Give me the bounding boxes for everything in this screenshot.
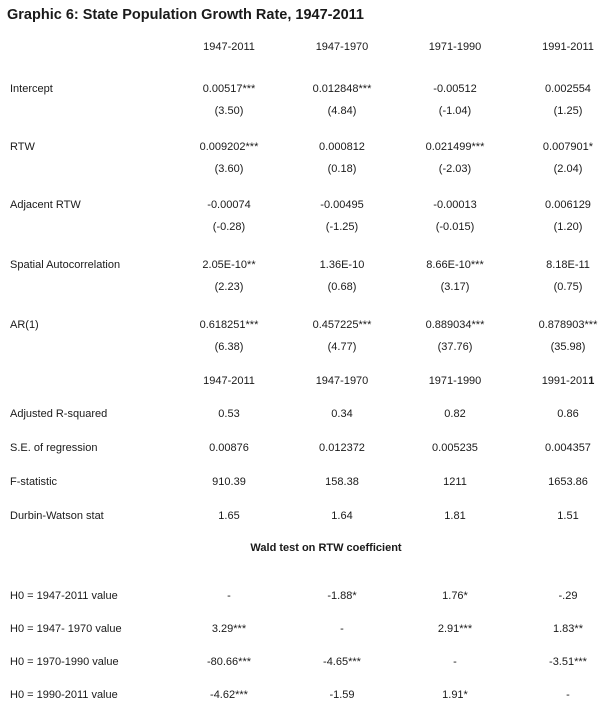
stat-cell: 0.82 <box>444 408 466 420</box>
wald-row <box>0 645 600 678</box>
coefficient-cell: -0.00074 <box>207 199 251 211</box>
row-label: RTW <box>10 141 35 153</box>
stat-cell: 1.65 <box>218 510 240 522</box>
tstat-cell: (2.23) <box>214 281 244 293</box>
coefficient-cell: 0.007901* <box>542 141 594 153</box>
coefficient-cell: 0.021499*** <box>425 141 485 153</box>
tstat-cell: (6.38) <box>214 341 244 353</box>
wald-cell: -3.51*** <box>549 655 587 668</box>
stat-cell: 0.00876 <box>209 442 249 454</box>
column-header: 1991-2011 <box>542 41 594 53</box>
coefficient-cell: 1.36E-10 <box>319 259 365 271</box>
wald-cell: - <box>566 688 570 701</box>
wald-cell: - <box>453 655 457 668</box>
coefficient-cell: 0.012848*** <box>312 83 372 95</box>
row-label: Adjusted R-squared <box>10 408 108 420</box>
column-header: 1947-2011 <box>203 41 255 53</box>
wald-cell: -4.65*** <box>323 655 361 668</box>
coefficient-cell: 0.006129 <box>545 199 591 211</box>
graphic-title: Graphic 6: State Population Growth Rate, 1947-2011 <box>7 7 364 23</box>
wald-row <box>0 579 600 612</box>
tstat-row <box>0 216 600 238</box>
stat-row <box>0 499 600 533</box>
wald-cell: -4.62*** <box>210 688 248 701</box>
wald-row <box>0 678 600 710</box>
column-header-text: 1991-201 <box>541 375 589 387</box>
tstat-cell: (3.60) <box>214 163 244 175</box>
wald-cell: 1.91* <box>442 688 468 701</box>
tstat-cell: (-1.04) <box>438 105 472 117</box>
tstat-row <box>0 336 600 358</box>
stat-cell: 0.012372 <box>319 442 365 454</box>
stat-cell: 0.005235 <box>432 442 478 454</box>
column-header: 1947-1970 <box>315 375 369 387</box>
stat-row <box>0 397 600 431</box>
bold-digit: 1 <box>588 375 595 387</box>
tstat-cell: (-0.015) <box>435 221 475 233</box>
tstat-cell: (0.18) <box>327 163 357 175</box>
row-label: Durbin-Watson stat <box>10 510 104 522</box>
coefficient-cell: 0.457225*** <box>312 319 372 331</box>
tstat-row <box>0 276 600 298</box>
wald-section <box>0 537 600 559</box>
stat-cell: 1.51 <box>557 510 579 522</box>
coefficient-cell: 0.878903*** <box>538 319 598 331</box>
stat-cell: 0.86 <box>557 408 579 420</box>
wald-heading: Wald test on RTW coefficient <box>250 542 402 554</box>
row-label: Intercept <box>10 83 53 95</box>
coefficient-cell: 2.05E-10** <box>202 259 256 271</box>
coefficient-cell: 8.66E-10*** <box>426 259 484 271</box>
stat-row <box>0 431 600 465</box>
tstat-cell: (3.17) <box>440 281 470 293</box>
row-label: H0 = 1947-2011 value <box>10 589 118 602</box>
coefficient-cell: 0.618251*** <box>199 319 259 331</box>
tstat-cell: (2.04) <box>553 163 583 175</box>
column-header: 1947-2011 <box>203 375 255 387</box>
row-label: H0 = 1990-2011 value <box>10 688 118 701</box>
row-label: AR(1) <box>10 319 39 331</box>
stat-cell: 0.34 <box>331 408 353 420</box>
column-header: 1971-1990 <box>428 41 482 53</box>
column-header: 1947-1970 <box>315 41 369 53</box>
tstat-cell: (35.98) <box>550 341 586 353</box>
stat-cell: 1.81 <box>444 510 466 522</box>
regression-table <box>0 36 600 710</box>
row-label: F-statistic <box>10 476 58 488</box>
column-header <box>512 375 600 387</box>
stat-row <box>0 465 600 499</box>
column-header-row <box>0 36 600 58</box>
coefficient-cell: -0.00512 <box>433 83 477 95</box>
wald-cell: -.29 <box>558 589 578 602</box>
coefficient-cell: 0.000812 <box>319 141 365 153</box>
stat-cell: 910.39 <box>212 476 246 488</box>
coefficient-cell: 0.889034*** <box>425 319 485 331</box>
tstat-cell: (1.20) <box>553 221 583 233</box>
wald-cell: 1.83** <box>553 622 583 635</box>
coefficient-cell: -0.00495 <box>320 199 364 211</box>
tstat-cell: (4.84) <box>327 105 357 117</box>
wald-cell: -80.66*** <box>206 655 252 668</box>
tstat-cell: (0.75) <box>553 281 583 293</box>
wald-cell: 2.91*** <box>437 622 473 635</box>
tstat-row <box>0 158 600 180</box>
row-label: H0 = 1947- 1970 value <box>10 622 122 635</box>
row-label: S.E. of regression <box>10 442 98 454</box>
tstat-cell: (37.76) <box>437 341 473 353</box>
coefficient-cell: 0.009202*** <box>199 141 259 153</box>
coefficient-row <box>0 254 600 276</box>
tstat-cell: (3.50) <box>214 105 244 117</box>
stat-cell: 158.38 <box>325 476 359 488</box>
coefficient-cell: 0.00517*** <box>202 83 256 95</box>
wald-cell: 1.76* <box>442 589 468 602</box>
coefficient-row <box>0 78 600 100</box>
coefficient-cell: -0.00013 <box>433 199 477 211</box>
wald-cell: -1.88* <box>327 589 357 602</box>
coefficient-row <box>0 314 600 336</box>
stat-cell: 1.64 <box>331 510 353 522</box>
row-label: Adjacent RTW <box>10 199 81 211</box>
wald-row <box>0 612 600 645</box>
stat-cell: 1653.86 <box>548 476 588 488</box>
coefficient-cell: 8.18E-11 <box>546 259 590 271</box>
row-label: Spatial Autocorrelation <box>10 259 121 271</box>
tstat-row <box>0 100 600 122</box>
tstat-cell: (0.68) <box>327 281 357 293</box>
tstat-cell: (1.25) <box>553 105 583 117</box>
coefficient-row <box>0 194 600 216</box>
tstat-cell: (4.77) <box>327 341 357 353</box>
tstat-cell: (-1.25) <box>325 221 359 233</box>
tstat-cell: (-2.03) <box>438 163 472 175</box>
wald-cell: - <box>227 589 231 602</box>
stat-cell: 1211 <box>443 476 467 488</box>
wald-cell: - <box>340 622 344 635</box>
coefficient-cell: 0.002554 <box>545 83 591 95</box>
wald-cell: 3.29*** <box>211 622 247 635</box>
stat-cell: 0.53 <box>218 408 240 420</box>
tstat-cell: (-0.28) <box>212 221 246 233</box>
stat-cell: 0.004357 <box>545 442 591 454</box>
coefficient-row <box>0 136 600 158</box>
row-label: H0 = 1970-1990 value <box>10 655 119 668</box>
column-header: 1971-1990 <box>428 375 482 387</box>
wald-cell: -1.59 <box>329 688 355 701</box>
column-header-row-2 <box>0 370 600 392</box>
